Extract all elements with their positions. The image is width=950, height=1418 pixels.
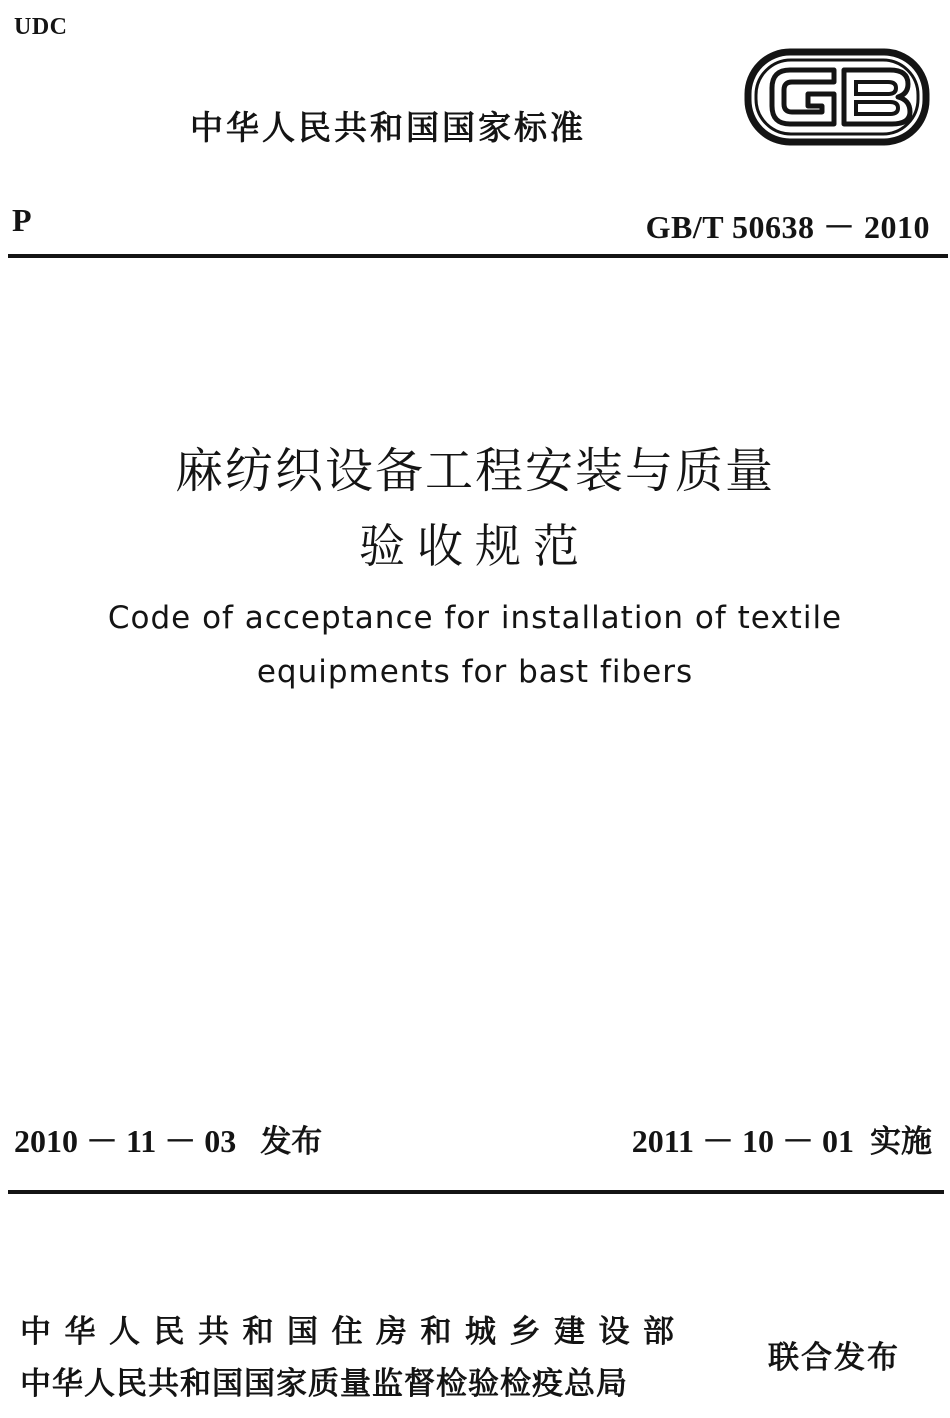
title-cn-line2: 验收规范	[359, 519, 591, 573]
udc-label: UDC	[14, 14, 68, 40]
title-en-line1: Code of acceptance for installation of textile	[107, 600, 843, 636]
issue-date-block	[14, 1116, 322, 1162]
issue-label: 发布	[260, 1124, 323, 1160]
bottom-rule	[8, 1190, 944, 1194]
implement-label: 实施	[870, 1124, 932, 1160]
standard-type: 中华人民共和国国家标准	[190, 108, 586, 147]
standard-number: GB/T 50638 － 2010	[645, 209, 930, 245]
classification-code: P	[12, 202, 32, 238]
title-cn-line1: 麻纺织设备工程安装与质量	[174, 443, 775, 499]
issue-date: 2010 － 11 － 03	[14, 1123, 237, 1159]
gb-logo	[742, 42, 932, 152]
top-rule	[8, 254, 948, 258]
implement-date: 2011 － 10 － 01	[631, 1123, 854, 1159]
publisher-line2: 中华人民共和国国家质量监督检验检疫总局	[20, 1366, 628, 1402]
joint-publish-label: 联合发布	[768, 1340, 900, 1376]
publisher-line1: 中华人民共和国住房和城乡建设部	[20, 1314, 688, 1350]
implement-date-block	[632, 1116, 932, 1162]
title-en-line2: equipments for bast fibers	[256, 654, 694, 690]
